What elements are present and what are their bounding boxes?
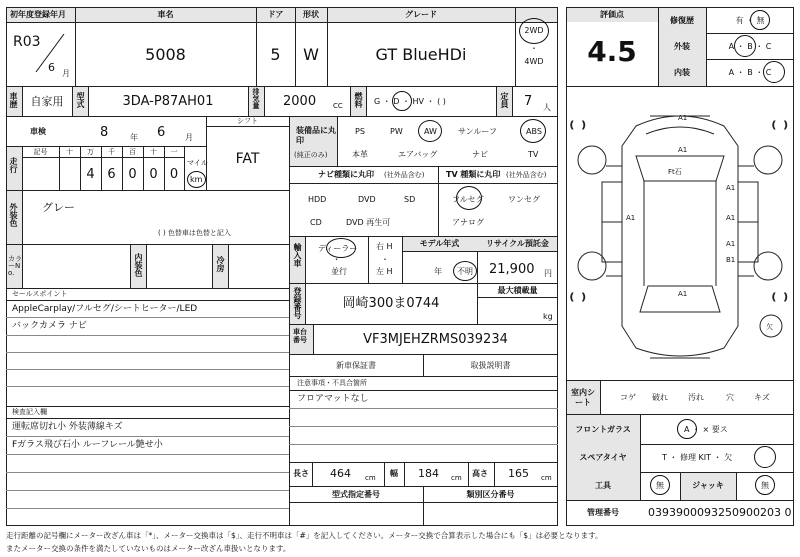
- exterior-label: 外装: [674, 42, 690, 51]
- capacity-unit: 人: [543, 103, 551, 112]
- dmg-label-5: A1: [726, 240, 736, 248]
- shift-value: FAT: [235, 151, 260, 167]
- selling-points-label: セールスポイント: [12, 290, 68, 298]
- digit-h4: 百: [129, 148, 136, 156]
- digit-3: 0: [128, 167, 137, 182]
- height-unit: cm: [541, 474, 552, 482]
- category-label: 類別区分番号: [466, 490, 515, 499]
- equip-pw: PW: [390, 127, 403, 136]
- model-year-label: モデル年式: [419, 239, 460, 248]
- navi-hdd: HDD: [308, 195, 327, 204]
- doors-value: 5: [270, 45, 281, 64]
- vin-value: VF3MJEHZRMS039234: [363, 332, 508, 347]
- shape-value: W: [303, 45, 319, 64]
- max-load-label: 最大積載量: [497, 286, 538, 295]
- height-label: 高さ: [472, 469, 488, 478]
- spare-label: スペアタイヤ: [579, 453, 627, 462]
- equip-abs-circle: [520, 119, 546, 143]
- tv-fullseg: フルセグ: [452, 195, 484, 204]
- model-year-unit: 年: [434, 267, 442, 276]
- spare-options: T ・ 修理 KIT ・ 欠: [662, 453, 733, 462]
- jack-none-circle: [755, 475, 775, 495]
- repair-none-circle: [750, 10, 770, 30]
- fuel-options: G ・ D ・ HV ・ ( ): [374, 97, 446, 106]
- model-value: 5008: [145, 45, 186, 64]
- tv-fullseg-circle: [456, 186, 482, 210]
- tv-oneseg: ワンセグ: [508, 195, 540, 204]
- seat-dirt: 汚れ: [688, 393, 704, 402]
- svg-text:): ): [784, 293, 788, 303]
- length-unit: cm: [365, 474, 376, 482]
- equip-aw: AW: [424, 127, 437, 136]
- seat-tear: 破れ: [652, 393, 668, 402]
- length-label: 長さ: [293, 469, 309, 478]
- digit-1: 4: [86, 167, 95, 182]
- digit-h1: 十: [66, 148, 73, 156]
- warranty-label: 新車保証書: [336, 361, 376, 370]
- equip-abs: ABS: [526, 127, 542, 136]
- ac-label: 冷房: [216, 256, 225, 272]
- navi-label: ナビ種類に丸印: [318, 170, 374, 179]
- navi-sd: SD: [404, 195, 416, 204]
- inspection-label: 車検: [30, 127, 46, 136]
- recycle-value: 21,900: [489, 262, 535, 277]
- digit-2: 6: [107, 167, 116, 182]
- inspection-year: 8: [100, 125, 109, 140]
- model-year-unknown: 不明: [457, 267, 473, 276]
- model-year-unknown-circle: [453, 261, 477, 281]
- usage-value: 自家用: [30, 95, 64, 108]
- tv-analog: アナログ: [452, 218, 484, 227]
- svg-text:(: (: [772, 121, 776, 131]
- mileage-label: 走行: [9, 157, 18, 173]
- seat-hole: 穴: [726, 393, 734, 402]
- seat-burn: コゲ: [620, 393, 636, 402]
- svg-text:(: (: [772, 293, 776, 303]
- dmg-label-2: A1: [726, 184, 736, 192]
- interior-c-circle: [763, 61, 785, 83]
- grade-value: GT BlueHDi: [375, 45, 467, 64]
- doors-label: ドア: [267, 10, 284, 19]
- seat-scratch: キズ: [754, 393, 770, 402]
- score-value: 4.5: [587, 35, 637, 68]
- first-reg-era: R03: [13, 34, 41, 50]
- type-label: 型式: [76, 92, 85, 108]
- dmg-label-0: A1: [678, 114, 688, 122]
- footer-line1: 走行距離の記号欄にメーター改ざん車は「*」、メーター交換車は「$」、走行不明車は「#」を記入してください。メーター交換で合算表示した場合にも「$」は必要となります。: [6, 531, 603, 540]
- navi-cd: CD: [310, 218, 322, 227]
- color-no-label: カラーNo.: [8, 255, 22, 277]
- tools-value: 無: [656, 481, 664, 490]
- navi-dvd: DVD: [358, 195, 376, 204]
- equip-airbag: エアバッグ: [398, 150, 438, 159]
- recycle-label: リサイクル預託金: [486, 239, 549, 248]
- max-load-unit: kg: [543, 312, 553, 321]
- dmg-label-4: A1: [726, 214, 736, 222]
- fuel-label: 燃料: [354, 92, 363, 108]
- digit-4: 0: [149, 167, 158, 182]
- footer-line2: またメーター交換の条件を満たしていないものはメーター改ざん車扱いとなります。: [6, 544, 291, 553]
- import-dealer: ディーラー: [318, 244, 358, 253]
- windshield-a-circle: [677, 419, 697, 439]
- type-value: 3DA-P87AH01: [122, 94, 214, 109]
- navi-dvd-play: DVD 再生可: [346, 218, 391, 227]
- import-dot: ・: [332, 255, 341, 264]
- mgmt-label: 管理番号: [587, 508, 619, 517]
- import-dealer-circle: [326, 238, 356, 258]
- mgmt-value: 0393900093250900203 0: [648, 506, 792, 519]
- inspection-month: 6: [157, 125, 166, 140]
- dmg-label-1: A1: [678, 146, 688, 154]
- interior-options: A ・ B ・ C: [728, 68, 772, 77]
- notes-label: 注意事項・不具合箇所: [297, 379, 367, 387]
- score-label: 評価点: [600, 10, 624, 19]
- shift-label: シフト: [237, 117, 258, 125]
- first-reg-label: 初年度登録年月: [10, 10, 66, 19]
- km-label: km: [190, 175, 203, 184]
- equipment-label: 装備品に丸印: [296, 126, 336, 146]
- tools-none-circle: [650, 475, 670, 495]
- equip-leather: 本革: [352, 150, 368, 159]
- dmg-label-6: B1: [726, 256, 736, 264]
- import-left-h: 左 H: [376, 267, 393, 276]
- exterior-options: A ・ B ・ C: [728, 42, 772, 51]
- model-label: 車名: [157, 10, 174, 19]
- first-reg-month-unit: 月: [62, 69, 70, 78]
- selling-line2: バックカメラ ナビ: [12, 321, 87, 331]
- jack-value: 無: [761, 481, 769, 490]
- drive-dot: ・: [530, 44, 538, 53]
- equip-sunroof: サンルーフ: [458, 127, 497, 136]
- equip-aw-circle: [418, 120, 442, 142]
- digit-h2: 万: [87, 148, 94, 156]
- first-reg-month: 6: [48, 61, 55, 74]
- shape-label: 形状: [303, 10, 319, 19]
- tv-label: TV 種類に丸印: [446, 170, 501, 179]
- designation-label: 型式指定番号: [332, 490, 380, 499]
- digit-h6: 一: [170, 148, 178, 156]
- interior-color-label: 内装色: [134, 253, 143, 277]
- capacity-label: 定員: [500, 92, 509, 108]
- repair-label: 修復歴: [670, 16, 694, 25]
- notes-value: フロアマットなし: [297, 394, 369, 404]
- height-value: 165: [508, 467, 529, 480]
- windshield-options: A ・ × 要ス: [684, 425, 728, 434]
- vin-label: 車台番号: [293, 328, 307, 345]
- interior-label: 内装: [674, 68, 690, 77]
- grade-label: グレード: [405, 10, 437, 19]
- dmg-label-8: Ft石: [668, 168, 682, 176]
- registration-label: 登録番号: [293, 287, 302, 319]
- damage-map: [566, 86, 794, 380]
- manual-label: 取扱説明書: [470, 361, 511, 370]
- digit-h0: 記号: [33, 148, 48, 156]
- color-change-note: ( ) 色替車は色替と記入: [158, 229, 231, 237]
- drive-2wd: 2WD: [524, 26, 544, 35]
- dmg-label-3: A1: [626, 214, 636, 222]
- color-value: グレー: [42, 201, 75, 214]
- repair-options: 有 ・ 無: [735, 16, 765, 25]
- svg-text:): ): [784, 121, 788, 131]
- registration-value: 岡崎300ま0744: [342, 296, 440, 311]
- inspector-line1: 運転席切れ小 外装薄線キズ: [12, 422, 123, 432]
- import-label: 輸入車: [293, 243, 302, 267]
- displacement-unit: CC: [333, 102, 343, 110]
- svg-text:(: (: [570, 293, 574, 303]
- width-label: 幅: [390, 469, 398, 478]
- equip-navi: ナビ: [472, 150, 488, 159]
- width-unit: cm: [451, 474, 462, 482]
- spare-missing-circle: [754, 446, 776, 468]
- import-h-dot: ・: [381, 255, 389, 264]
- jack-label: ジャッキ: [692, 481, 724, 490]
- svg-text:(: (: [570, 121, 574, 131]
- equip-tv: TV: [528, 150, 539, 159]
- recycle-unit: 円: [544, 269, 552, 278]
- inspector-label: 検査記入欄: [12, 408, 47, 416]
- fuel-d-circle: [392, 91, 412, 111]
- navi-sub: (社外品含む): [384, 171, 425, 179]
- exterior-b-circle: [734, 35, 756, 57]
- import-parallel: 並行: [331, 267, 347, 276]
- length-value: 464: [330, 467, 351, 480]
- displacement-value: 2000: [283, 94, 317, 109]
- inspector-line2: Fガラス飛び石小 ルーフレール艶せ小: [12, 440, 163, 450]
- import-right-h: 右 H: [376, 242, 393, 251]
- selling-line1: AppleCarplay/フルセグ/シートヒーター/LED: [12, 304, 198, 314]
- equipment-sub: (純正のみ): [294, 151, 328, 159]
- inspection-year-unit: 年: [130, 133, 138, 142]
- usage-label: 車歴: [9, 92, 18, 108]
- capacity-value: 7: [524, 94, 533, 109]
- width-value: 184: [418, 467, 439, 480]
- seat-label: 室内シート: [571, 388, 595, 408]
- mile-label: マイル: [187, 159, 208, 167]
- digit-h5: 十: [150, 148, 157, 156]
- svg-text:): ): [582, 121, 586, 131]
- dmg-label-9: 欠: [766, 323, 773, 331]
- svg-text:): ): [582, 293, 586, 303]
- digit-5: 0: [169, 167, 179, 182]
- equip-ps: PS: [355, 127, 365, 136]
- inspection-month-unit: 月: [185, 133, 193, 142]
- color-label: 外装色: [9, 203, 18, 227]
- digit-h3: 千: [108, 148, 115, 156]
- displacement-label: 排気量: [252, 88, 260, 109]
- drive-4wd: 4WD: [524, 57, 544, 66]
- tools-label: 工具: [595, 481, 611, 490]
- dmg-label-7: A1: [678, 290, 688, 298]
- tv-sub: (社外品含む): [506, 171, 547, 179]
- windshield-label: フロントガラス: [575, 425, 631, 434]
